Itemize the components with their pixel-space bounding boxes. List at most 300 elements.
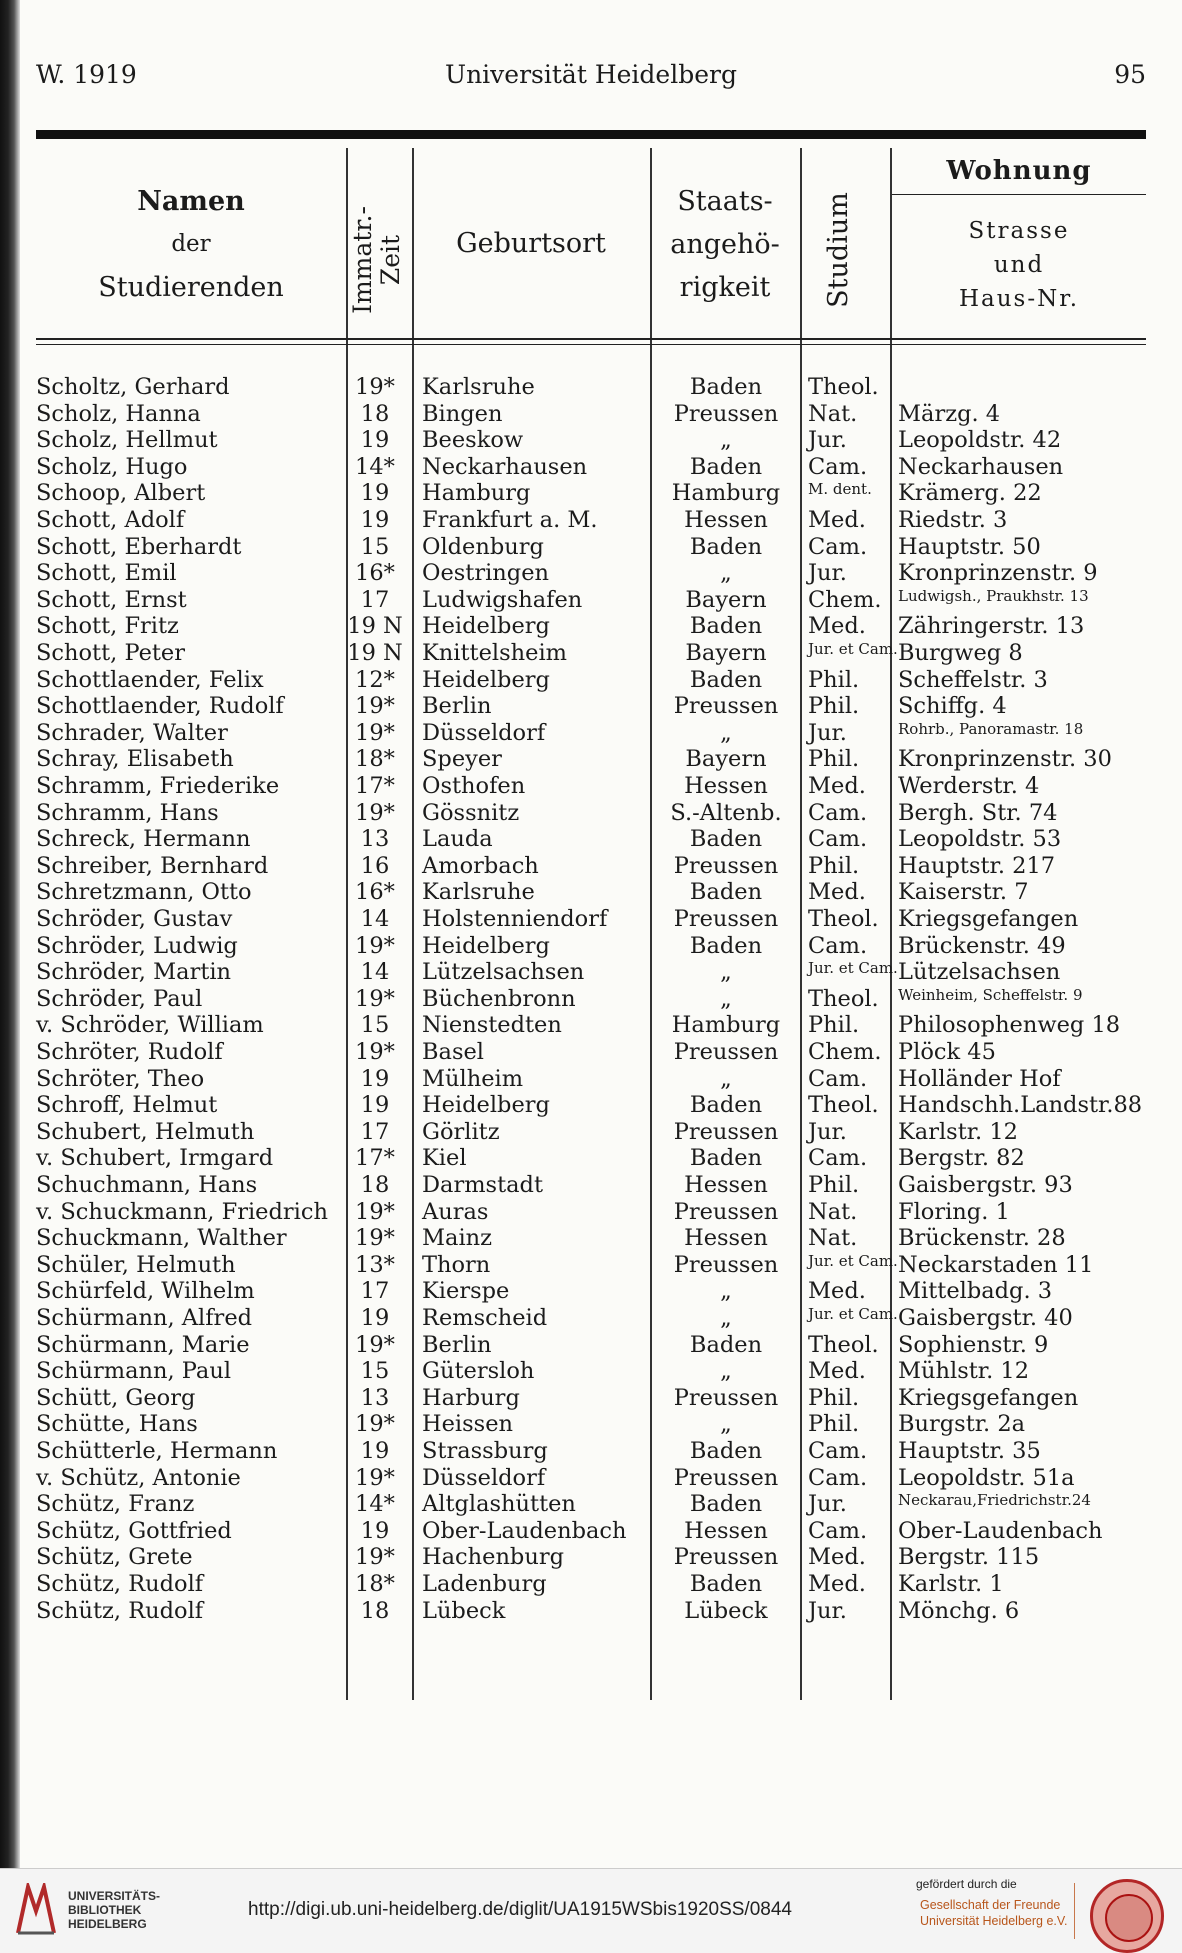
wohnung: Leopoldstr. 42 (898, 427, 1062, 454)
immatr-zeit: 19* (355, 1544, 395, 1571)
wohnung: Kronprinzenstr. 30 (898, 746, 1112, 773)
geburtsort: Mainz (422, 1225, 492, 1252)
geburtsort: Karlsruhe (422, 879, 535, 906)
table-row (0, 720, 1182, 747)
geburtsort: Auras (422, 1198, 489, 1225)
header-staat-line3: rigkeit (679, 272, 771, 303)
staatsangehoerigkeit: Baden (689, 826, 763, 853)
student-name: Schürmann, Marie (36, 1331, 250, 1358)
staatsangehoerigkeit: Baden (689, 453, 763, 480)
geburtsort: Ober-Laudenbach (422, 1517, 627, 1544)
immatr-zeit: 13 (360, 1384, 390, 1411)
student-name: v. Schuckmann, Friedrich (36, 1198, 328, 1225)
studium: Jur. et Cam. (808, 959, 898, 978)
studium: Phil. (808, 693, 860, 720)
table-row (0, 800, 1182, 827)
geburtsort: Ludwigshafen (422, 586, 583, 613)
immatr-zeit: 14 (360, 906, 390, 932)
table-row (0, 906, 1182, 933)
immatr-zeit: 14* (355, 453, 395, 480)
staatsangehoerigkeit: Preussen (673, 1384, 779, 1411)
geburtsort: Kiel (422, 1145, 467, 1172)
sponsor-org-line2: Universität Heidelberg e.V. (920, 1914, 1068, 1928)
student-name: Schottlaender, Felix (36, 666, 264, 693)
immatr-zeit: 17* (355, 773, 395, 799)
immatr-zeit: 19 (360, 480, 390, 507)
studium: Jur. et Cam. (808, 640, 898, 658)
header-semester: W. 1919 (36, 60, 137, 89)
header-strasse-line1: Strasse (968, 218, 1070, 244)
immatr-zeit: 15 (360, 1012, 390, 1039)
geburtsort: Kierspe (422, 1278, 510, 1305)
table-row (0, 1438, 1182, 1465)
table-row (0, 1252, 1182, 1279)
staatsangehoerigkeit: Preussen (673, 1464, 779, 1491)
studium: Cam. (808, 826, 868, 853)
staatsangehoerigkeit: Baden (689, 1491, 763, 1518)
geburtsort: Berlin (422, 1331, 492, 1358)
studium: Theol. (808, 906, 879, 932)
studium: Jur. (808, 719, 847, 746)
wohnung: Märzg. 4 (898, 400, 1001, 427)
immatr-zeit: 17 (360, 1278, 390, 1305)
studium: Cam. (808, 1145, 868, 1172)
header-staat-line1: Staats- (677, 186, 773, 217)
geburtsort: Gössnitz (422, 799, 520, 826)
studium: Chem. (808, 1039, 882, 1065)
table-row (0, 587, 1182, 614)
immatr-zeit: 18* (355, 1571, 395, 1597)
wohnung-rule (892, 194, 1146, 195)
table-row (0, 1172, 1182, 1199)
table-row (0, 1465, 1182, 1492)
staatsangehoerigkeit: „ (720, 560, 732, 587)
student-name: Schütz, Gottfried (36, 1517, 232, 1544)
table-row (0, 1571, 1182, 1598)
immatr-zeit: 19 (360, 427, 390, 454)
staatsangehoerigkeit: Baden (689, 533, 763, 560)
wohnung: Burgstr. 2a (898, 1411, 1026, 1438)
header-rule-2 (36, 344, 1146, 345)
wohnung: Hauptstr. 35 (898, 1438, 1041, 1464)
immatr-zeit: 19 (360, 507, 390, 533)
student-name: Schütz, Franz (36, 1491, 195, 1518)
geburtsort: Remscheid (422, 1305, 548, 1331)
geburtsort: Strassburg (422, 1438, 548, 1464)
studium: Theol. (808, 1092, 879, 1119)
studium: Jur. (808, 1118, 847, 1145)
immatr-zeit: 12* (355, 666, 395, 693)
immatr-zeit: 19 N (347, 640, 403, 666)
staatsangehoerigkeit: Bayern (685, 746, 767, 773)
immatr-zeit: 19* (355, 985, 395, 1012)
header-immatr (349, 185, 409, 335)
geburtsort: Nienstedten (422, 1012, 562, 1039)
table-row (0, 1145, 1182, 1172)
wohnung: Leopoldstr. 51a (898, 1464, 1075, 1491)
table-row (0, 1119, 1182, 1146)
immatr-zeit: 19 (360, 1092, 390, 1119)
immatr-zeit: 19* (355, 1411, 395, 1438)
table-row (0, 640, 1182, 667)
studium: Theol. (808, 985, 879, 1012)
table-row (0, 374, 1182, 401)
immatr-zeit: 19* (355, 1331, 395, 1358)
table-row (0, 1385, 1182, 1412)
wohnung: Neckarhausen (898, 453, 1064, 480)
studium: Jur. (808, 1491, 847, 1518)
immatr-zeit: 19 (360, 1438, 390, 1464)
wohnung: Ludwigsh., Praukhstr. 13 (898, 586, 1089, 605)
studium: Phil. (808, 852, 860, 879)
immatr-zeit: 18 (360, 1597, 390, 1624)
source-url-link[interactable]: http://digi.ub.uni-heidelberg.de/diglit/UA1915WSbis1920SS/0844 (248, 1899, 792, 1920)
table-row (0, 1278, 1182, 1305)
staatsangehoerigkeit: Baden (689, 932, 763, 959)
geburtsort: Amorbach (422, 852, 539, 879)
header-strasse-line3: Haus-Nr. (958, 286, 1080, 312)
staatsangehoerigkeit: Hessen (684, 773, 768, 799)
student-name: Scholz, Hugo (36, 453, 188, 480)
geburtsort: Oldenburg (422, 533, 544, 560)
header-staat (650, 180, 800, 309)
geburtsort: Oestringen (422, 560, 550, 587)
immatr-zeit: 19* (355, 1225, 395, 1252)
student-name: Schubert, Helmuth (36, 1118, 255, 1145)
immatr-zeit: 19 (360, 1305, 390, 1331)
table-row (0, 853, 1182, 880)
staatsangehoerigkeit: Baden (689, 374, 763, 400)
staatsangehoerigkeit: Baden (689, 1331, 763, 1358)
staatsangehoerigkeit: Preussen (673, 852, 779, 879)
table-row (0, 1066, 1182, 1093)
sponsor-org (920, 1897, 1068, 1929)
studium: Cam. (808, 453, 868, 480)
student-name: Scholz, Hellmut (36, 427, 218, 454)
wohnung: Zähringerstr. 13 (898, 613, 1085, 640)
staatsangehoerigkeit: Hessen (684, 1517, 768, 1544)
immatr-zeit: 19 (360, 1517, 390, 1544)
wohnung: Ober-Laudenbach (898, 1517, 1103, 1544)
student-name: v. Schütz, Antonie (36, 1464, 241, 1491)
wohnung: Schiffg. 4 (898, 693, 1007, 720)
header-strasse-line2: und (993, 252, 1045, 278)
studium: Med. (808, 1358, 866, 1385)
table-row (0, 933, 1182, 960)
student-name: Schretzmann, Otto (36, 879, 252, 906)
geburtsort: Harburg (422, 1384, 520, 1411)
immatr-zeit: 18 (360, 400, 390, 427)
table-row (0, 986, 1182, 1013)
staatsangehoerigkeit: Preussen (673, 1198, 779, 1225)
studium: Med. (808, 1544, 866, 1571)
staatsangehoerigkeit: Baden (689, 879, 763, 906)
geburtsort: Holstenniendorf (422, 906, 608, 932)
studium: Med. (808, 1571, 866, 1597)
geburtsort: Heidelberg (422, 613, 550, 640)
table-row (0, 959, 1182, 986)
table-row (0, 1199, 1182, 1226)
studium: Jur. (808, 427, 847, 454)
geburtsort: Knittelsheim (422, 640, 567, 666)
student-name: Schütz, Rudolf (36, 1597, 204, 1624)
staatsangehoerigkeit: Preussen (673, 693, 779, 720)
table-row (0, 1491, 1182, 1518)
wohnung: Mittelbadg. 3 (898, 1278, 1053, 1305)
table-row (0, 1092, 1182, 1119)
studium: Cam. (808, 799, 868, 826)
table-row (0, 1039, 1182, 1066)
table-row (0, 613, 1182, 640)
wohnung: Lützelsachsen (898, 959, 1061, 986)
wohnung: Plöck 45 (898, 1039, 996, 1065)
studium: Jur. (808, 560, 847, 587)
university-seal-icon (1090, 1879, 1164, 1953)
table-row (0, 534, 1182, 561)
geburtsort: Basel (422, 1039, 485, 1065)
immatr-zeit: 16* (355, 560, 395, 587)
studium: Phil. (808, 1012, 860, 1039)
staatsangehoerigkeit: Baden (689, 1145, 763, 1172)
table-row (0, 507, 1182, 534)
studium: Med. (808, 1278, 866, 1305)
student-name: Schröder, Martin (36, 959, 232, 986)
student-name: Schott, Adolf (36, 507, 185, 533)
student-name: Schürfeld, Wilhelm (36, 1278, 255, 1305)
student-name: Schottlaender, Rudolf (36, 693, 284, 720)
wohnung: Handschh.Landstr.88 (898, 1092, 1143, 1119)
staatsangehoerigkeit: Preussen (673, 906, 779, 932)
wohnung: Gaisbergstr. 93 (898, 1172, 1073, 1198)
student-name: Schürmann, Paul (36, 1358, 232, 1385)
table-row (0, 401, 1182, 428)
student-name: Schott, Emil (36, 560, 177, 587)
library-name-line1: UNIVERSITÄTS- (68, 1889, 161, 1903)
staatsangehoerigkeit: „ (720, 1305, 732, 1331)
footer-bar (0, 1868, 1182, 1953)
studium: Cam. (808, 533, 868, 560)
staatsangehoerigkeit: „ (720, 959, 732, 986)
staatsangehoerigkeit: Hessen (684, 1225, 768, 1252)
immatr-zeit: 19 N (347, 613, 403, 640)
immatr-zeit: 14* (355, 1491, 395, 1518)
student-name: Schreiber, Bernhard (36, 852, 269, 879)
wohnung: Bergstr. 115 (898, 1544, 1040, 1571)
staatsangehoerigkeit: Preussen (673, 400, 779, 427)
staatsangehoerigkeit: Preussen (673, 1039, 779, 1065)
table-row (0, 1012, 1182, 1039)
immatr-zeit: 16 (360, 852, 390, 879)
staatsangehoerigkeit: Hamburg (671, 480, 781, 507)
studium: Nat. (808, 1198, 858, 1225)
geburtsort: Ladenburg (422, 1571, 547, 1597)
immatr-zeit: 19* (355, 932, 395, 959)
geburtsort: Lauda (422, 826, 493, 853)
staatsangehoerigkeit: Lübeck (684, 1597, 768, 1624)
staatsangehoerigkeit: „ (720, 985, 732, 1012)
wohnung: Krämerg. 22 (898, 480, 1042, 507)
staatsangehoerigkeit: Hessen (684, 1172, 768, 1198)
table-row (0, 746, 1182, 773)
studium: Chem. (808, 586, 882, 613)
student-name: Schott, Fritz (36, 613, 179, 640)
table-row (0, 560, 1182, 587)
wohnung: Karlstr. 12 (898, 1118, 1018, 1145)
student-name: Schütz, Grete (36, 1544, 193, 1571)
geburtsort: Büchenbronn (422, 985, 576, 1012)
immatr-zeit: 14 (360, 959, 390, 986)
studium: Cam. (808, 1065, 868, 1092)
studium: Cam. (808, 1464, 868, 1491)
staatsangehoerigkeit: Preussen (673, 1251, 779, 1278)
student-name: Schott, Peter (36, 640, 185, 666)
geburtsort: Hamburg (422, 480, 531, 507)
studium: Phil. (808, 666, 860, 693)
staatsangehoerigkeit: Baden (689, 613, 763, 640)
studium: Med. (808, 879, 866, 906)
wohnung: Rohrb., Panoramastr. 18 (898, 719, 1084, 738)
wohnung: Bergh. Str. 74 (898, 799, 1058, 826)
header-studium: Studium (823, 192, 854, 308)
studium: Cam. (808, 1438, 868, 1464)
geburtsort: Bingen (422, 400, 503, 427)
table-row (0, 480, 1182, 507)
wohnung: Philosophenweg 18 (898, 1012, 1121, 1039)
wohnung: Floring. 1 (898, 1198, 1010, 1225)
wohnung: Neckarau,Friedrichstr.24 (898, 1491, 1091, 1510)
wohnung: Werderstr. 4 (898, 773, 1040, 799)
table-row (0, 667, 1182, 694)
studium: Med. (808, 773, 866, 799)
staatsangehoerigkeit: Hessen (684, 507, 768, 533)
geburtsort: Frankfurt a. M. (422, 507, 598, 533)
staatsangehoerigkeit: Baden (689, 666, 763, 693)
geburtsort: Speyer (422, 746, 502, 773)
studium: Med. (808, 613, 866, 640)
immatr-zeit: 13* (355, 1251, 395, 1278)
header-namen (36, 180, 346, 309)
staatsangehoerigkeit: „ (720, 1065, 732, 1092)
library-name (68, 1889, 160, 1931)
wohnung: Kaiserstr. 7 (898, 879, 1029, 906)
table-row (0, 427, 1182, 454)
staatsangehoerigkeit: „ (720, 427, 732, 454)
staatsangehoerigkeit: Preussen (673, 1544, 779, 1571)
wohnung: Holländer Hof (898, 1065, 1061, 1092)
student-name: v. Schubert, Irmgard (36, 1145, 274, 1172)
header-page-number: 95 (1114, 60, 1146, 89)
sponsor-label: gefördert durch die (916, 1877, 1017, 1891)
header-title: Universität Heidelberg (445, 60, 737, 89)
immatr-zeit: 18* (355, 746, 395, 773)
geburtsort: Görlitz (422, 1118, 500, 1145)
studium: Theol. (808, 1331, 879, 1358)
studium: Phil. (808, 746, 860, 773)
wohnung: Brückenstr. 28 (898, 1225, 1066, 1252)
sponsor-org-line1: Gesellschaft der Freunde (920, 1898, 1061, 1912)
wohnung: Sophienstr. 9 (898, 1331, 1049, 1358)
header-namen-line1: Namen (137, 186, 245, 217)
geburtsort: Gütersloh (422, 1358, 535, 1385)
student-name: Schröter, Rudolf (36, 1039, 223, 1065)
table-row (0, 773, 1182, 800)
student-name: Schoop, Albert (36, 480, 206, 507)
staatsangehoerigkeit: Bayern (685, 640, 767, 666)
student-name: v. Schröder, William (36, 1012, 264, 1039)
geburtsort: Osthofen (422, 773, 526, 799)
table-row (0, 1544, 1182, 1571)
immatr-zeit: 19* (355, 1039, 395, 1065)
staatsangehoerigkeit: „ (720, 1278, 732, 1305)
wohnung: Brückenstr. 49 (898, 932, 1066, 959)
geburtsort: Hachenburg (422, 1544, 564, 1571)
staatsangehoerigkeit: S.-Altenb. (670, 799, 782, 826)
studium: Phil. (808, 1384, 860, 1411)
header-immatr-line2: Zeit (376, 234, 405, 286)
header-wohnung: Wohnung (946, 156, 1092, 186)
wohnung: Burgweg 8 (898, 640, 1023, 666)
geburtsort: Düsseldorf (422, 719, 546, 746)
studium: Theol. (808, 374, 879, 400)
wohnung: Leopoldstr. 53 (898, 826, 1062, 853)
immatr-zeit: 17 (360, 586, 390, 613)
staatsangehoerigkeit: Baden (689, 1092, 763, 1119)
geburtsort: Lübeck (422, 1597, 506, 1624)
student-name: Scholtz, Gerhard (36, 374, 230, 400)
wohnung: Mönchg. 6 (898, 1597, 1020, 1624)
wohnung: Kriegsgefangen (898, 906, 1079, 932)
header-rule-1 (36, 338, 1146, 340)
geburtsort: Düsseldorf (422, 1464, 546, 1491)
table-row (0, 1358, 1182, 1385)
geburtsort: Darmstadt (422, 1172, 543, 1198)
student-name: Schürmann, Alfred (36, 1305, 253, 1331)
geburtsort: Neckarhausen (422, 453, 588, 480)
studium: Jur. et Cam. (808, 1305, 898, 1323)
table-row (0, 826, 1182, 853)
immatr-zeit: 19* (355, 693, 395, 720)
student-name: Schramm, Hans (36, 799, 219, 826)
geburtsort: Lützelsachsen (422, 959, 585, 986)
geburtsort: Heidelberg (422, 932, 550, 959)
table-row (0, 1305, 1182, 1332)
immatr-zeit: 18 (360, 1172, 390, 1198)
immatr-zeit: 19* (355, 1464, 395, 1491)
wohnung: Bergstr. 82 (898, 1145, 1025, 1172)
wohnung: Karlstr. 1 (898, 1571, 1004, 1597)
footer-divider (1074, 1883, 1075, 1939)
staatsangehoerigkeit: Baden (689, 1438, 763, 1464)
immatr-zeit: 19* (355, 1198, 395, 1225)
studium: M. dent. (808, 480, 872, 499)
header-strasse (892, 214, 1146, 316)
table-row (0, 879, 1182, 906)
wohnung: Kronprinzenstr. 9 (898, 560, 1098, 587)
student-name: Schröder, Paul (36, 985, 203, 1012)
immatr-zeit: 16* (355, 879, 395, 906)
studium: Cam. (808, 1517, 868, 1544)
header-geburtsort: Geburtsort (456, 228, 606, 259)
header-staat-line2: angehö- (670, 229, 780, 260)
wohnung: Hauptstr. 217 (898, 852, 1056, 879)
staatsangehoerigkeit: Preussen (673, 1118, 779, 1145)
immatr-zeit: 19 (360, 1065, 390, 1092)
library-name-line3: HEIDELBERG (68, 1917, 147, 1931)
geburtsort: Heissen (422, 1411, 514, 1438)
studium: Phil. (808, 1411, 860, 1438)
staatsangehoerigkeit: Hamburg (671, 1012, 781, 1039)
staatsangehoerigkeit: „ (720, 719, 732, 746)
